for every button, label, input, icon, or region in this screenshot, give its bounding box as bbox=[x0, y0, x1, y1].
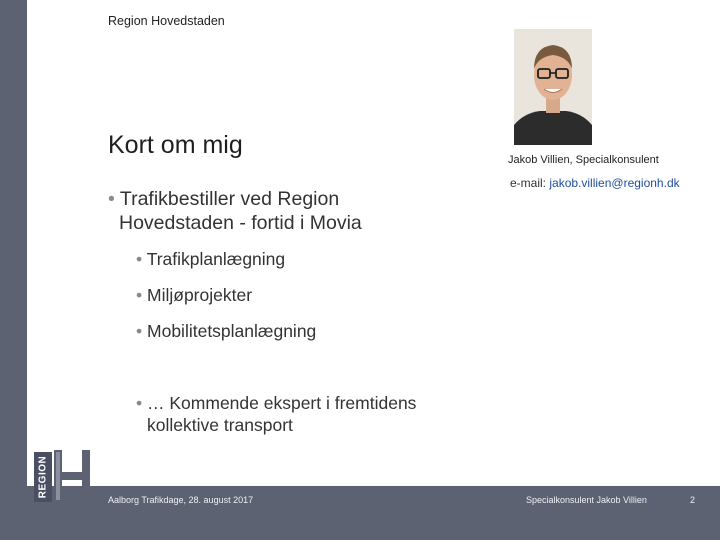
bullet-item bbox=[108, 187, 419, 235]
sub-bullet-item bbox=[136, 392, 467, 436]
bullet-glyph: • bbox=[136, 249, 143, 269]
profile-photo bbox=[514, 29, 592, 145]
profile-caption: Jakob Villien, Specialkonsulent bbox=[508, 154, 659, 166]
bullet-glyph: • bbox=[108, 188, 115, 210]
bullet-glyph: • bbox=[136, 321, 143, 341]
page-number: 2 bbox=[690, 495, 696, 505]
bullet-text: Trafikbestiller ved Region Hovedstaden - fortid i Movia bbox=[119, 188, 362, 234]
logo-word: REGION bbox=[37, 455, 49, 499]
bullet-text: … Kommende ekspert i fremtidens kollektive transport bbox=[147, 393, 417, 435]
left-sidebar-band bbox=[0, 0, 27, 540]
sub-bullet-item bbox=[136, 248, 487, 270]
organization-header: Region Hovedstaden bbox=[108, 14, 225, 28]
sub-bullet-item bbox=[136, 284, 487, 306]
slide-title: Kort om mig bbox=[108, 131, 243, 159]
sub-bullet-item bbox=[136, 320, 487, 342]
footer-presenter-text: Specialkonsulent Jakob Villien bbox=[526, 495, 647, 505]
email-label: e-mail: bbox=[510, 176, 547, 190]
bullet-text: Trafikplanlægning bbox=[146, 249, 286, 269]
bullet-text: Miljøprojekter bbox=[147, 285, 253, 305]
region-h-logo-icon bbox=[32, 448, 92, 504]
bullet-text: Mobilitetsplanlægning bbox=[147, 321, 317, 341]
bullet-glyph: • bbox=[136, 285, 143, 305]
email-address-link[interactable]: jakob.villien@regionh.dk bbox=[549, 176, 680, 190]
footer-event-text: Aalborg Trafikdage, 28. august 2017 bbox=[108, 495, 254, 505]
bullet-glyph: • bbox=[136, 393, 143, 413]
email-line bbox=[510, 176, 680, 190]
